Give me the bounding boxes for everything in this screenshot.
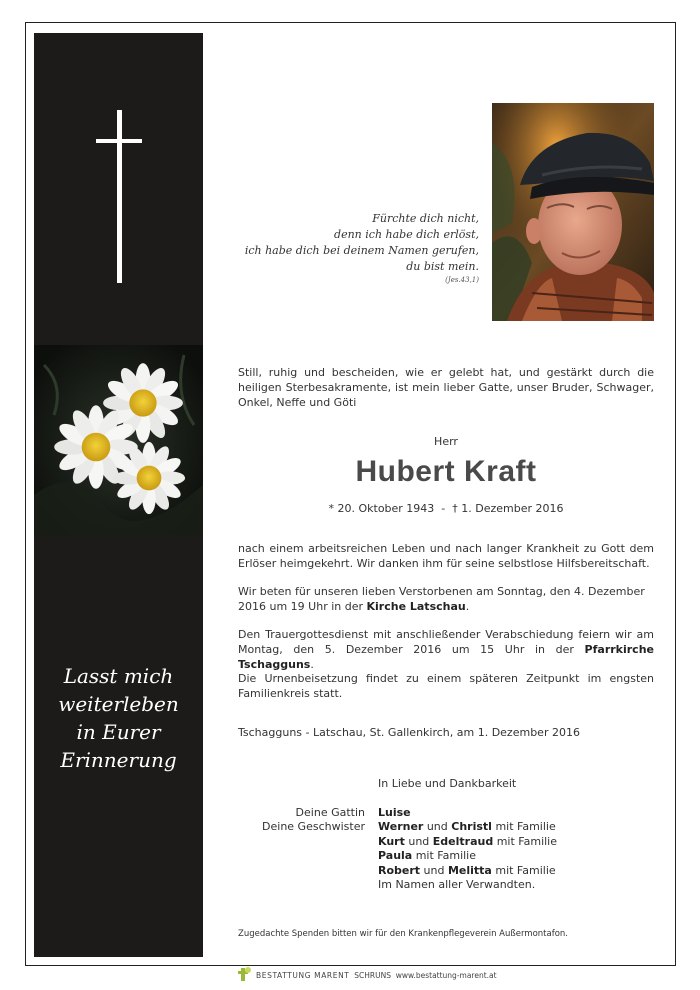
mourner-row: Robert und Melitta mit Familie <box>378 863 556 877</box>
funeral-text: Den Trauergottesdienst mit anschließender Verabschiedung feiern wir am Montag, den 5. Dezember 2016 um 15 Uhr in der <box>238 628 654 656</box>
cross-icon <box>117 110 122 283</box>
funeral-church: Pfarrkirche Tschagguns <box>238 643 654 671</box>
mourner-row: Werner und Christl mit Familie <box>378 820 556 834</box>
place-date: Tschagguns - Latschau, St. Gallenkirch, am 1. Dezember 2016 <box>238 726 580 739</box>
verse-line: Fürchte dich nicht, <box>372 212 479 225</box>
bible-verse <box>245 211 479 285</box>
prayer-text: Wir beten für unseren lieben Verstorbenen am Sonntag, den 4. Dezember 2016 um 19 Uhr in der <box>238 585 645 613</box>
verse-line: du bist mein. <box>406 260 479 273</box>
paragraph-prayer <box>238 584 654 614</box>
verse-reference: (Jes.43,1) <box>445 276 479 284</box>
mourner-roles <box>238 806 365 835</box>
verse-line: denn ich habe dich erlöst, <box>334 228 479 241</box>
closing-line: In Liebe und Dankbarkeit <box>378 777 517 790</box>
life-dates: * 20. Oktober 1943 - † 1. Dezember 2016 <box>328 502 564 515</box>
intro-paragraph: Still, ruhig und bescheiden, wie er gelebt hat, und gestärkt durch die heiligen Sterbesakramente, ist mein lieber Gatte, unser Bruder, Schwager, Onkel, Neffe und Göti <box>238 366 654 409</box>
prayer-church: Kirche Latschau <box>366 600 466 613</box>
paragraph-passing: nach einem arbeitsreichen Leben und nach langer Krankheit zu Gott dem Erlöser heimgekehrt. Wir danken ihm für seine selbstlose Hilfsbereitschaft. <box>238 542 654 570</box>
mourner-names <box>378 806 557 892</box>
portrait-photo <box>492 103 654 321</box>
paragraph-urn: Die Urnenbeisetzung findet zu einem späteren Zeitpunkt im engsten Familienkreis statt. <box>238 672 654 700</box>
role-siblings: Deine Geschwister <box>262 820 365 834</box>
motto-line: in Eurer <box>76 720 161 744</box>
daisy-photo <box>34 345 203 535</box>
motto-line: Erinnerung <box>60 748 177 772</box>
prayer-end: . <box>465 600 470 613</box>
role-wife: Deine Gattin <box>295 806 365 819</box>
deceased-name: Hubert Kraft <box>355 455 537 488</box>
funeral-end: . <box>310 658 314 671</box>
portrait-image <box>492 103 654 321</box>
motto-line: weiterleben <box>58 692 179 716</box>
donation-note: Zugedachte Spenden bitten wir für den Krankenpflegeverein Außermontafon. <box>238 929 569 939</box>
footer <box>236 967 497 985</box>
salutation: Herr <box>434 435 458 448</box>
footer-website[interactable]: www.bestattung-marent.at <box>395 971 497 980</box>
mourner-wife: Luise <box>378 806 411 819</box>
mourner-row: Kurt und Edeltraud mit Familie <box>378 834 558 848</box>
cross-icon-bar <box>96 139 142 143</box>
footer-location: SCHRUNS <box>354 971 391 980</box>
footer-brand: BESTATTUNG MARENT <box>256 971 350 980</box>
mourner-row: Paula mit Familie <box>378 849 477 863</box>
memorial-motto <box>34 662 203 774</box>
undertaker-logo-icon <box>236 967 252 985</box>
paragraph-funeral <box>238 627 654 672</box>
daisy-flowers-image <box>34 345 203 535</box>
mourner-row: Im Namen aller Verwandten. <box>378 878 536 892</box>
verse-line: ich habe dich bei deinem Namen gerufen, <box>244 244 479 257</box>
motto-line: Lasst mich <box>63 664 174 688</box>
